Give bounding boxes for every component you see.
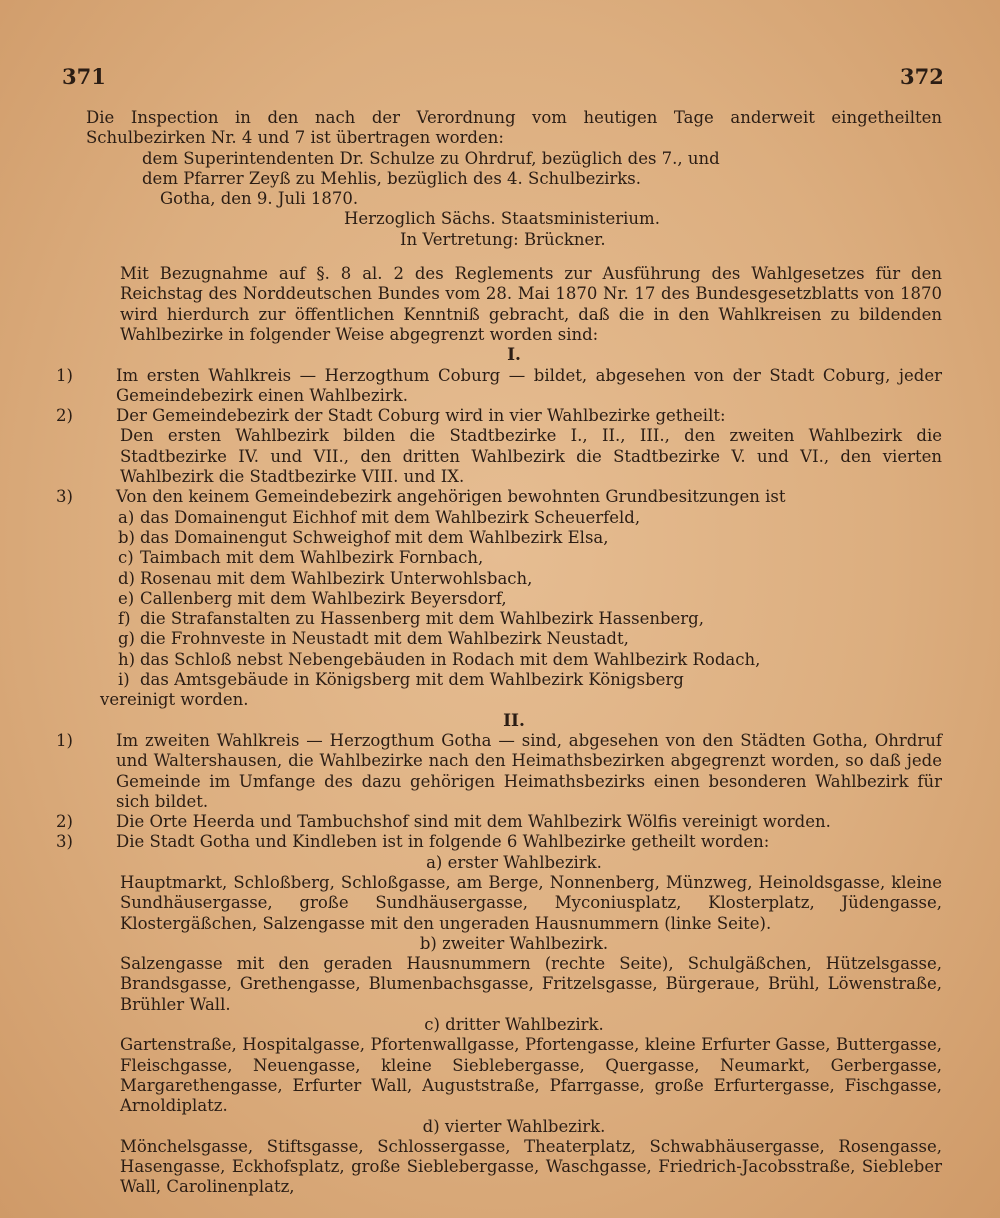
district-streets-b: Salzengasse mit den geraden Hausnummern (rechte Seite), Schulgäßchen, Hützelsgasse, Brandsgasse, Grethengasse, Blumenbachsgasse, Fritzelsgasse, Bürgeraue, Brühl, Löwenstraße, Brühler Wall. [120,954,942,1014]
signature: In Vertretung: Brückner. [400,229,606,249]
district-title-d: d) vierter Wahlbezirk. [422,1116,606,1136]
section1-item-1 [56,365,942,407]
item-text: Im zweiten Wahlkreis — Herzogthum Gotha — sind, abgesehen von den Städten Gotha, Ohrdruf und Waltershausen, die Wahlbezirke nach den Heimathsbezirken abgegrenzt worden, so daß jede Gemeinde im Umfange des dazu gehörigen Heimathsbezirks einen besonderen Wahlbezirk für sich bildet. [116,730,942,811]
item-text: Von den keinem Gemeindebezirk angehörigen bewohnten Grundbesitzungen ist [116,487,786,507]
list-text: die Frohnveste in Neustadt mit dem Wahlbezirk Neustadt, [140,629,629,649]
list-text: das Domainengut Schweighof mit dem Wahlbezirk Elsa, [140,527,609,547]
issuing-authority: Herzoglich Sächs. Staatsministerium. [344,209,660,229]
section-heading-2: II. [503,710,525,731]
district-title-c: c) dritter Wahlbezirk. [424,1015,604,1035]
list-label: f) [118,609,131,629]
list-item [118,589,942,609]
item-number: 3) [56,832,73,852]
list-item [118,629,942,649]
list-label: c) [118,548,134,568]
list-label: d) [118,568,135,588]
list-label: h) [118,649,136,669]
list-label: g) [118,629,135,649]
page-number-right: 372 [900,64,944,89]
list-item [118,609,942,629]
section1-item-3-end: vereinigt worden. [100,690,249,710]
list-text: Callenberg mit dem Wahlbezirk Beyersdorf, [140,588,507,608]
list-text: Rosenau mit dem Wahlbezirk Unterwohlsbach, [140,568,533,588]
district-streets-c: Gartenstraße, Hospitalgasse, Pfortenwallgasse, Pfortengasse, kleine Erfurter Gasse, Buttergasse, Fleischgasse, Neuengasse, kleine Sieblebergasse, Quergasse, Neumarkt, Gerbergasse, Margarethengasse, Erfurter Wall, Auguststraße, Pfarrgasse, große Erfurtergasse, Fischgasse, Arnoldiplatz. [120,1035,942,1116]
section1-item-2-detail: Den ersten Wahlbezirk bilden die Stadtbezirke I., II., III., den zweiten Wahlbezirk die Stadtbezirke IV. und VII., den dritten Wahlbezirk die Stadtbezirke V. und VI., den vierten Wahlbezirk die Stadtbezirke VIII. und IX. [120,426,942,487]
item-number: 3) [56,487,73,507]
section2-item-2 [56,812,942,832]
intro-date: Gotha, den 9. Juli 1870. [160,189,359,209]
intro-line-superintendent: dem Superintendenten Dr. Schulze zu Ohrdruf, bezüglich des 7., und [142,148,720,168]
announcement-paragraph: Mit Bezugnahme auf §. 8 al. 2 des Reglements zur Ausführung des Wahlgesetzes für den Reichstag des Norddeutschen Bundes vom 28. Mai 1870 Nr. 17 des Bundesgesetzblatts von 1870 wird hierdurch zur öffentlichen Kenntniß gebracht, daß die in den Wahlkreisen zu bildenden Wahlbezirke in folgender Weise abgegrenzt worden sind: [120,264,942,344]
list-label: a) [118,507,135,527]
list-label: i) [118,670,130,690]
list-text: das Schloß nebst Nebengebäuden in Rodach mit dem Wahlbezirk Rodach, [140,649,761,669]
item-text: Die Orte Heerda und Tambuchshof sind mit dem Wahlbezirk Wölfis vereinigt worden. [116,812,831,832]
list-text: das Domainengut Eichhof mit dem Wahlbezirk Scheuerfeld, [140,507,641,527]
list-text: Taimbach mit dem Wahlbezirk Fornbach, [140,548,484,568]
item-text: Die Stadt Gotha und Kindleben ist in folgende 6 Wahlbezirke getheilt worden: [116,832,770,852]
district-streets-a: Hauptmarkt, Schloßberg, Schloßgasse, am Berge, Nonnenberg, Münzweg, Heinoldsgasse, kleine Sundhäusergasse, große Sundhäusergasse, Myconiusplatz, Klosterplatz, Jüdengasse, Klostergäßchen, Salzengasse mit den ungeraden Hausnummern (linke Seite). [120,872,942,933]
district-title-b: b) zweiter Wahlbezirk. [419,933,609,953]
section1-item-3 [56,487,942,507]
item-text: Der Gemeindebezirk der Stadt Coburg wird in vier Wahlbezirke getheilt: [116,406,726,426]
item-text: Im ersten Wahlkreis — Herzogthum Coburg — bildet, abgesehen von der Stadt Coburg, jeder Gemeindebezirk einen Wahlbezirk. [116,365,942,405]
document-body [56,108,942,1198]
item-number: 2) [56,812,73,832]
section1-item-2 [56,406,942,426]
list-text: das Amtsgebäude in Königsberg mit dem Wahlbezirk Königsberg [140,670,684,690]
page-number-left: 371 [62,64,106,89]
section2-item-1 [56,730,942,812]
list-item [118,569,942,589]
item-number: 1) [56,730,73,750]
list-item [118,670,942,690]
intro-line-pfarrer: dem Pfarrer Zeyß zu Mehlis, bezüglich des 4. Schulbezirks. [142,168,641,188]
list-label: b) [118,527,135,547]
list-item [118,528,942,548]
district-streets-d: Mönchelsgasse, Stiftsgasse, Schlossergasse, Theaterplatz, Schwabhäusergasse, Rosengasse, Hasengasse, Eckhofsplatz, große Sieblebergasse, Waschgasse, Friedrich-Jacobsstraße, Siebleber Wall, Carolinenplatz, [120,1136,942,1197]
list-item [118,548,942,568]
list-item [118,508,942,528]
section2-item-3 [56,832,942,852]
section-heading-1: I. [507,345,521,366]
item-number: 2) [56,406,73,426]
intro-paragraph: Die Inspection in den nach der Verordnung vom heutigen Tage anderweit eingetheilten Schulbezirken Nr. 4 und 7 ist übertragen worden: [86,108,942,148]
list-text: die Strafanstalten zu Hassenberg mit dem Wahlbezirk Hassenberg, [140,609,704,629]
list-item [118,650,942,670]
district-title-a: a) erster Wahlbezirk. [426,852,602,872]
list-label: e) [118,588,135,608]
estate-list [86,508,942,691]
section-divider-space [86,250,942,264]
item-number: 1) [56,365,73,385]
